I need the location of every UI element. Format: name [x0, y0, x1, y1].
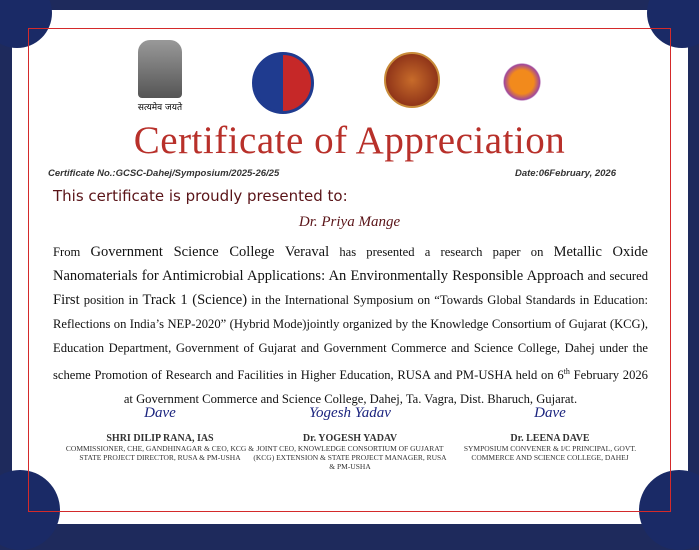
nhem-logo: [494, 54, 550, 110]
signatory-role: JOINT CEO, KNOWLEDGE CONSORTIUM OF GUJARAT (KCG) EXTENSION & STATE PROJECT MANAGER, RUSA & PM-USHA: [253, 444, 447, 471]
national-emblem-logo: [138, 40, 182, 98]
highlighted-text: Metallic Oxide Nanomaterials for Antimicrobial Applications: An Environmentally Responsible Approach: [53, 244, 648, 284]
signatory-name: SHRI DILIP RANA, IAS: [106, 433, 214, 444]
signatory-2: [250, 405, 450, 471]
gcsc-dahej-logo: [252, 52, 314, 114]
body-text: th: [563, 367, 570, 376]
certificate-title: Certificate of Appreciation: [133, 119, 566, 162]
highlighted-text: Government Science College Veraval: [90, 244, 330, 260]
body-text: February 2026 at Government Commerce and Science College, Dahej, Ta. Vagra, Dist. Bharuch, Gujarat.: [123, 368, 648, 407]
emblem-caption: सत्यमेव जयते: [137, 103, 183, 113]
highlighted-text: First: [53, 292, 80, 308]
body-text: From: [53, 245, 91, 259]
certificate-body: [53, 240, 648, 411]
presented-heading: This certificate is proudly presented to:: [53, 187, 348, 205]
highlighted-text: Track 1 (Science): [142, 292, 248, 308]
body-text: in the International Symposium on “Towards Global Standards in Education: Reflections on India’s NEP-2020” (Hybrid Mode)jointly organized by the Knowledge Consortium of Gujarat (KCG), Education Department, Government of Gujarat and Government Commerce and Science College, Dahej under the scheme Promotion of Research and Facilities in Higher Education, RUSA and PM-USHA held on 6: [53, 293, 649, 383]
kcg-logo: [384, 52, 440, 108]
signatory-1: [60, 405, 260, 462]
signature-image: Dave: [144, 405, 176, 421]
signatory-role: SYMPOSIUM CONVENER & I/C PRINCIPAL, GOVT. COMMERCE AND SCIENCE COLLEGE, DAHEJ: [463, 444, 637, 462]
signatory-name: Dr. YOGESH YADAV: [302, 433, 398, 444]
body-text: position in: [79, 293, 143, 307]
signature-image: Yogesh Yadav: [309, 405, 391, 421]
certificate-number: Certificate No.:GCSC-Dahej/Symposium/2025-26/25: [48, 168, 280, 179]
body-text: has presented a research paper on: [329, 245, 554, 259]
signatory-3: [450, 405, 650, 462]
signatory-name: Dr. LEENA DAVE: [510, 433, 590, 444]
body-text: and secured: [583, 269, 648, 283]
recipient-name: Dr. Priya Mange: [298, 214, 401, 230]
logo-row: [0, 40, 699, 115]
signatory-role: COMMISSIONER, CHE, GANDHINAGAR & CEO, KCG & STATE PROJECT DIRECTOR, RUSA & PM-USHA: [65, 444, 255, 462]
signature-image: Dave: [534, 405, 566, 421]
certificate-date: Date:06February, 2026: [514, 168, 616, 179]
